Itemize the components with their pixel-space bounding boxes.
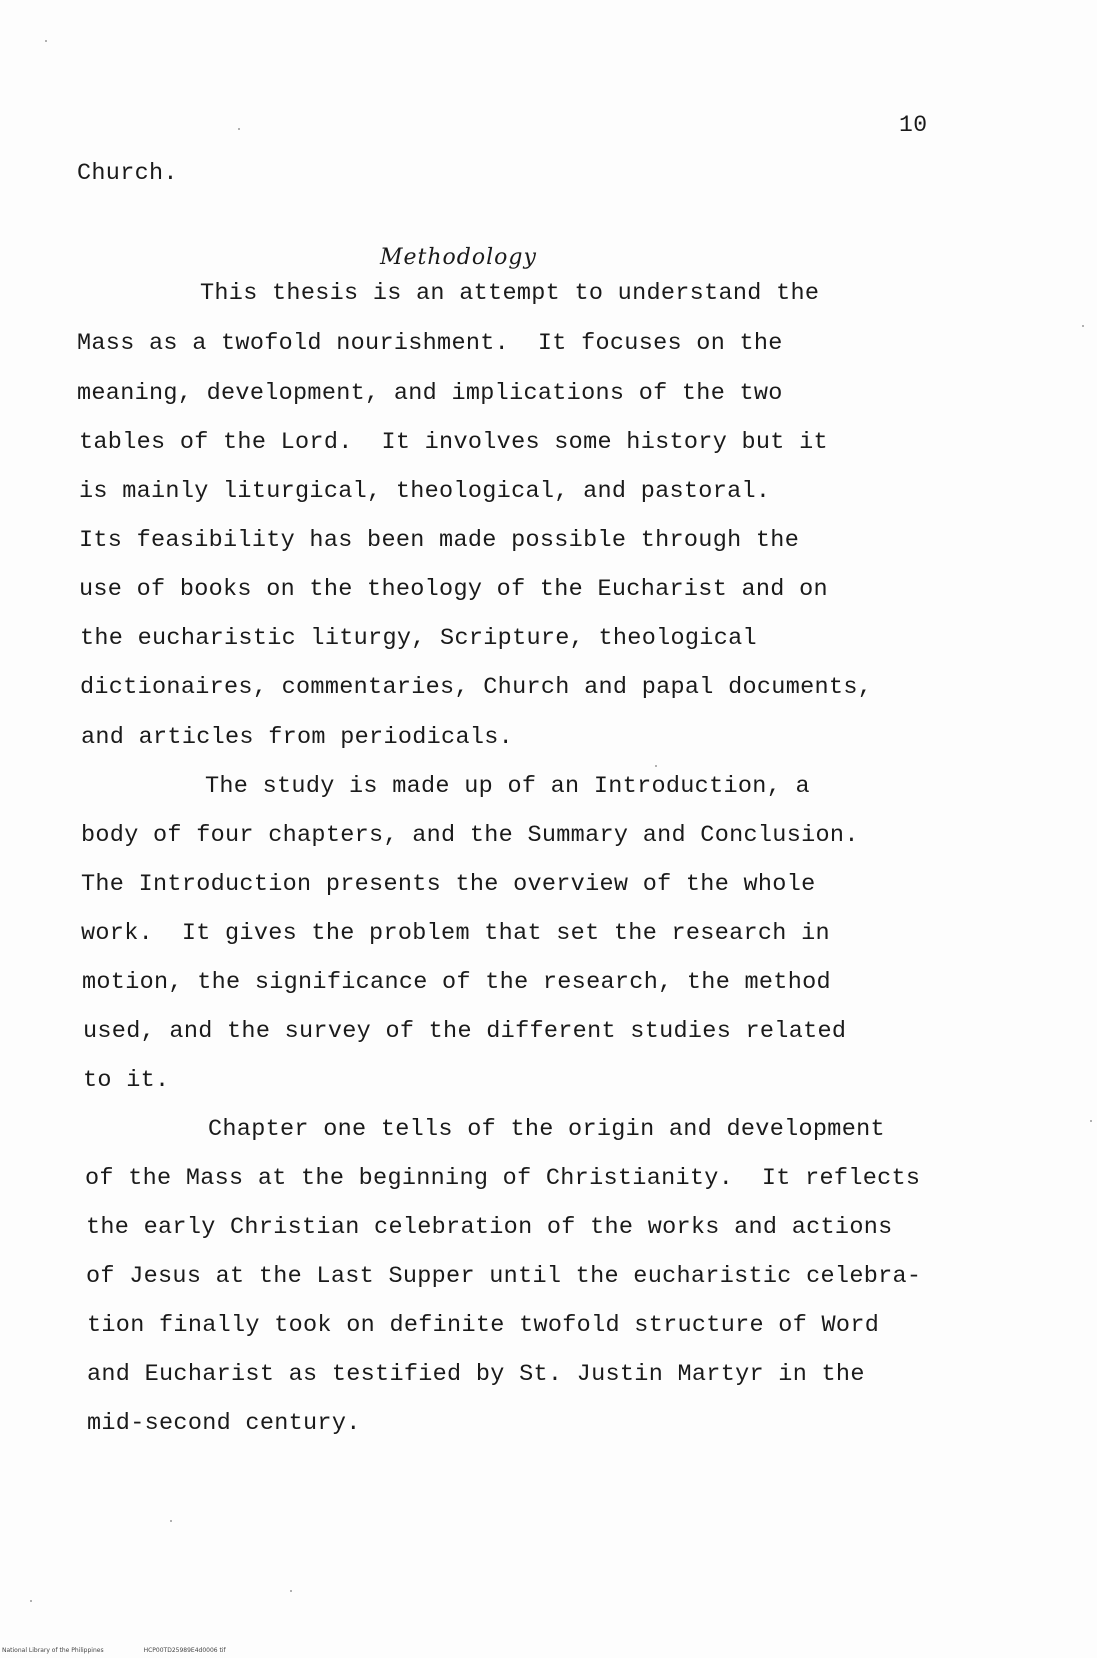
text-line: work. It gives the problem that set the research in	[81, 920, 830, 947]
text-line: Mass as a twofold nourishment. It focuses on the	[77, 330, 783, 357]
text-line: dictionaires, commentaries, Church and papal documents,	[80, 674, 873, 701]
text-line: motion, the significance of the research, the method	[82, 969, 831, 996]
text-line: Church.	[77, 160, 178, 187]
scan-footer	[2, 1647, 226, 1654]
text-line: the eucharistic liturgy, Scripture, theological	[80, 625, 757, 652]
text-line: of the Mass at the beginning of Christianity. It reflects	[85, 1165, 921, 1192]
text-line: the early Christian celebration of the works and actions	[86, 1214, 893, 1241]
text-line: to it.	[83, 1067, 170, 1094]
text-line: tion finally took on definite twofold structure of Word	[87, 1312, 880, 1339]
text-line: meaning, development, and implications of the two	[77, 380, 783, 407]
scan-speck	[1082, 325, 1084, 327]
scan-speck	[238, 128, 240, 130]
text-line: use of books on the theology of the Eucharist and on	[79, 576, 828, 603]
scan-speck	[290, 1590, 292, 1592]
text-line: The Introduction presents the overview of the whole	[81, 871, 816, 898]
page-number: 10	[899, 112, 928, 138]
text-line: mid-second century.	[87, 1410, 361, 1437]
section-heading: Methodology	[380, 245, 537, 270]
scan-speck	[170, 1520, 172, 1522]
text-line: used, and the survey of the different studies related	[83, 1018, 847, 1045]
footer-document-id: HCP00TD25989E4d0006 tif	[143, 1647, 226, 1654]
text-line: Its feasibility has been made possible through the	[79, 527, 800, 554]
text-line: of Jesus at the Last Supper until the eucharistic celebra-	[86, 1263, 922, 1290]
text-line: This thesis is an attempt to understand the	[200, 280, 820, 307]
scan-speck	[30, 1600, 32, 1602]
scan-speck	[1090, 1120, 1092, 1122]
text-line: The study is made up of an Introduction, a	[205, 773, 810, 800]
text-line: is mainly liturgical, theological, and pastoral.	[79, 478, 771, 505]
scan-speck	[655, 765, 657, 767]
text-line: body of four chapters, and the Summary and Conclusion.	[81, 822, 859, 849]
text-line: and Eucharist as testified by St. Justin Martyr in the	[87, 1361, 865, 1388]
text-line: tables of the Lord. It involves some history but it	[79, 429, 828, 456]
text-line: and articles from periodicals.	[81, 724, 514, 751]
footer-library: National Library of the Philippines	[2, 1647, 104, 1654]
scan-speck	[45, 40, 47, 42]
text-line: Chapter one tells of the origin and development	[208, 1116, 885, 1143]
